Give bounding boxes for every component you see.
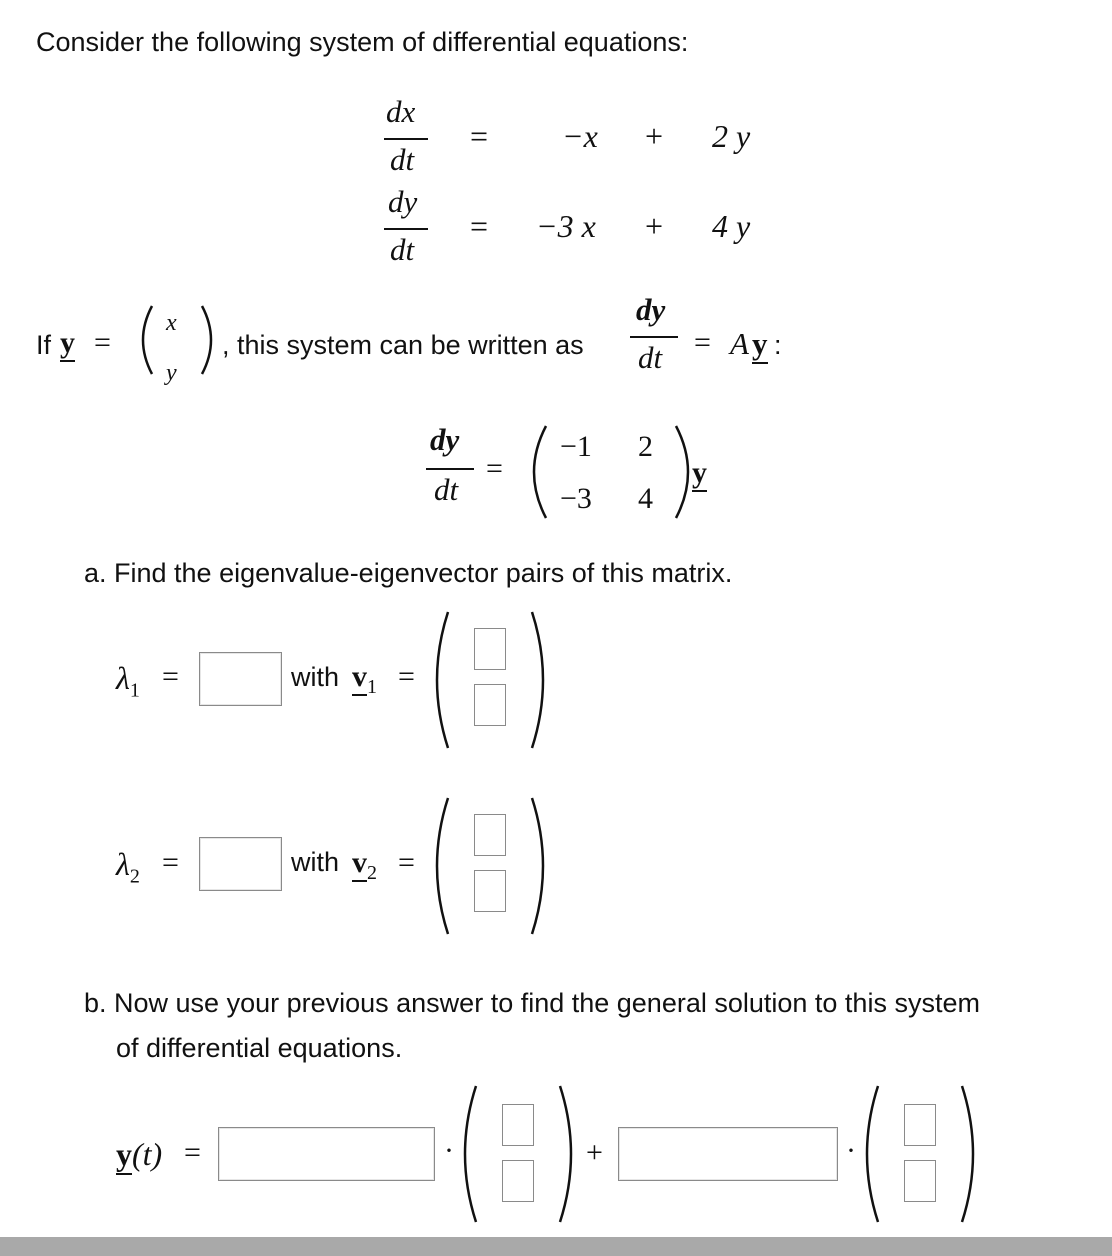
eq2-fraction-bar xyxy=(384,228,428,230)
v1-equals: = xyxy=(398,660,415,693)
eq1-denominator: dt xyxy=(390,142,415,177)
matrix-cell-2-2: 4 xyxy=(638,482,653,515)
xy-vector-parens xyxy=(130,300,230,380)
dot-operator-1: · xyxy=(444,1134,454,1167)
v1-component-1-input[interactable] xyxy=(474,628,506,670)
y-vector-symbol: y xyxy=(60,326,75,360)
matrix-cell-1-2: 2 xyxy=(638,430,653,463)
v1-component-2-input[interactable] xyxy=(474,684,506,726)
lambda-2-input[interactable] xyxy=(199,837,282,891)
v2-equals: = xyxy=(398,846,415,879)
y-equals: = xyxy=(94,326,111,359)
eq2-denominator: dt xyxy=(390,232,415,267)
coefficient-term-2-input[interactable] xyxy=(618,1127,838,1181)
eq1-numerator: dx xyxy=(386,94,416,129)
vf-numerator: dy xyxy=(636,292,666,327)
intro-text: Consider the following system of differential equations: xyxy=(36,27,689,57)
matrix-cell-2-1: −3 xyxy=(560,482,592,515)
v2-component-2-input[interactable] xyxy=(474,870,506,912)
eq1-equals: = xyxy=(470,118,489,154)
bottom-scroll-strip xyxy=(0,1237,1112,1256)
vf-denominator: dt xyxy=(638,340,663,375)
vf-fraction-bar xyxy=(630,336,678,338)
vector-x-entry: x xyxy=(166,310,177,336)
v1-symbol: $v_1$ xyxy=(352,660,377,698)
eq2-numerator: dy xyxy=(388,184,418,219)
v2-symbol: $v_2$ xyxy=(352,846,377,884)
vf-colon: : xyxy=(774,330,782,360)
coefficient-term-1-input[interactable] xyxy=(218,1127,435,1181)
eq2-equals: = xyxy=(470,208,489,244)
part-a-text: a. Find the eigenvalue-eigenvector pairs of this matrix. xyxy=(84,558,733,588)
term-1-vector-component-1-input[interactable] xyxy=(502,1104,534,1146)
vf-equals: = xyxy=(694,326,711,359)
eq2-plus: + xyxy=(645,208,664,244)
matrix-parens xyxy=(520,422,710,522)
v2-component-1-input[interactable] xyxy=(474,814,506,856)
me-numerator: dy xyxy=(430,422,460,457)
lambda-1-input[interactable] xyxy=(199,652,282,706)
eq1-plus: + xyxy=(645,118,664,154)
vector-y-entry: y xyxy=(166,360,177,386)
with-label-2: with xyxy=(291,847,340,877)
with-label-1: with xyxy=(291,662,340,692)
eq1-term2: 2 y xyxy=(712,118,751,154)
me-denominator: dt xyxy=(434,472,459,507)
lambda-1-equals: = xyxy=(162,660,179,693)
term-1-vector-component-2-input[interactable] xyxy=(502,1160,534,1202)
term-2-vector-component-1-input[interactable] xyxy=(904,1104,936,1146)
eq2-term2: 4 y xyxy=(712,208,751,244)
vf-y-vector: y xyxy=(752,326,768,362)
eq1-term1: −x xyxy=(562,118,598,154)
if-label: If xyxy=(36,330,52,360)
me-equals: = xyxy=(486,452,503,485)
matrix-a-symbol: A xyxy=(730,326,749,361)
lambda-1-symbol: $\lambda_1$ xyxy=(116,660,140,702)
y-of-t-symbol: y(t) xyxy=(116,1136,162,1173)
lambda-2-symbol: $\lambda_2$ xyxy=(116,846,140,888)
plus-operator: + xyxy=(586,1136,603,1169)
system-written-as-text: , this system can be written as xyxy=(222,330,584,360)
me-y-vector: y xyxy=(692,456,707,490)
part-b-line-2: of differential equations. xyxy=(116,1033,403,1063)
dot-operator-2: · xyxy=(846,1134,856,1167)
part-b-line-1: b. Now use your previous answer to find the general solution to this system xyxy=(84,988,980,1018)
eq1-fraction-bar xyxy=(384,138,428,140)
lambda-2-equals: = xyxy=(162,846,179,879)
eq2-term1: −3 x xyxy=(536,208,596,244)
me-fraction-bar xyxy=(426,468,474,470)
term-2-vector-component-2-input[interactable] xyxy=(904,1160,936,1202)
gs-equals: = xyxy=(184,1136,201,1169)
matrix-cell-1-1: −1 xyxy=(560,430,592,463)
